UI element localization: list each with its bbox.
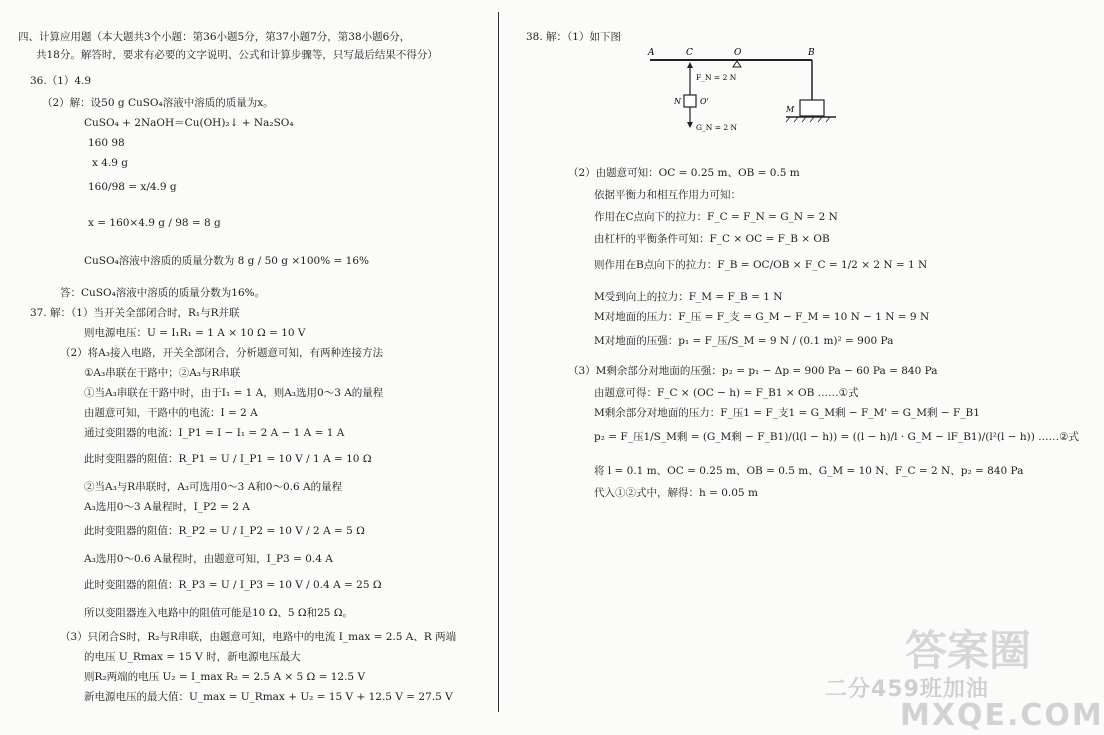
q37-part3-cont: 的电压 U_Rmax = 15 V 时，新电源电压最大 [84, 651, 301, 663]
q38-substitute: 将 l = 0.1 m、OC = 0.25 m、OB = 0.5 m、G_M = 10 N、F_C = 2 N、p₂ = 840 Pa [594, 465, 1024, 477]
q37-u2: 则R₂两端的电压 U₂ = I_max R₂ = 2.5 A × 5 Ω = 12.5 V [84, 671, 366, 683]
watermark-caption: 二分459班加油 [825, 677, 989, 702]
left-column [0, 0, 498, 735]
q38-part1: 38. 解：（1）如下图 [526, 31, 621, 43]
q36-molar-masses: 160 98 [88, 137, 125, 149]
force-fn-arrowhead [687, 62, 693, 68]
q38-fm: M受到向上的拉力：F_M = F_B = 1 N [594, 291, 783, 303]
q36-solve-x: x = 160×4.9 g / 98 = 8 g [88, 217, 221, 229]
label-gn: G_N = 2 N [696, 123, 738, 132]
q38-eq2: p₂ = F_压1/S_M剩 = (G_M剩 − F_B1)/(l(l − h)) = ((l − h)/l · G_M − lF_B1)/(l²(l − h)) ……②式 [594, 431, 1080, 443]
q37-case1: ①当A₃串联在干路中时，由于I₁ = 1 A，则A₃选用0～3 A的量程 [84, 387, 384, 399]
label-o-prime: O' [700, 97, 709, 106]
q36-answer: 答：CuSO₄溶液中溶质的质量分数为16%。 [60, 287, 266, 299]
q38-p1: M对地面的压强：p₁ = F_压/S_M = 9 N / (0.1 m)² = 900 Pa [594, 335, 894, 347]
q36-part2: （2）解：设50 g CuSO₄溶液中溶质的质量为x。 [42, 97, 274, 109]
q38-fb: 则作用在B点向下的拉力：F_B = OC/OB × F_C = 1/2 × 2 N = 1 N [594, 259, 928, 271]
section-instructions: 共18分。解答时，要求有必要的文字说明、公式和计算步骤等，只写最后结果不得分） [36, 49, 438, 61]
q37-rp1: 此时变阻器的阻值：R_P1 = U / I_P1 = 10 V / 1 A = 10 Ω [84, 453, 372, 465]
q38-part3: （3）M剩余部分对地面的压强：p₂ = p₁ − Δp = 900 Pa − 60 Pa = 840 Pa [568, 365, 938, 377]
q38-lever: 由杠杆的平衡条件可知：F_C × OC = F_B × OB [594, 233, 830, 245]
section-header: 四、计算应用题（本大题共3个小题：第36小题5分，第37小题7分，第38小题6分， [18, 31, 411, 43]
lever-diagram [640, 40, 840, 140]
q37-conclusion: 所以变阻器连入电路中的阻值可能是10 Ω、5 Ω和25 Ω。 [84, 607, 354, 619]
q38-fc: 作用在C点向下的拉力：F_C = F_N = G_N = 2 N [594, 211, 838, 223]
block-n [684, 95, 696, 107]
q37-main-current: 由题意可知，干路中的电流：I = 2 A [84, 407, 258, 419]
q37-voltage: 则电源电压：U = I₁R₁ = 1 A × 10 Ω = 10 V [84, 327, 306, 339]
q37-rheostat-current: 通过变阻器的电流：I_P1 = I − I₁ = 2 A − 1 A = 1 A [84, 427, 345, 439]
q38-remaining-force: M剩余部分对地面的压力：F_压1 = F_支1 = G_M剩 − F_M' = G_M剩 − F_B1 [594, 407, 980, 419]
q36-mass-fraction: CuSO₄溶液中溶质的质量分数为 8 g / 50 g ×100% = 16% [84, 255, 369, 267]
q38-pressure-force: M对地面的压力：F_压 = F_支 = G_M − F_M = 10 N − 1 N = 9 N [594, 311, 930, 323]
q38-eq1: 由题意可得：F_C × (OC − h) = F_B1 × OB ……①式 [594, 387, 859, 399]
q37-range-3a: A₃选用0～3 A量程时，I_P2 = 2 A [84, 501, 250, 513]
column-divider [498, 12, 499, 712]
label-a: A [648, 48, 655, 58]
q36-masses: x 4.9 g [92, 157, 129, 169]
block-m [800, 100, 824, 116]
q37-rp3: 此时变阻器的阻值：R_P3 = U / I_P3 = 10 V / 0.4 A = 25 Ω [84, 579, 382, 591]
label-b: B [808, 48, 815, 58]
label-o: O [734, 48, 742, 58]
q38-part2: （2）由题意可知：OC = 0.25 m、OB = 0.5 m [568, 167, 800, 179]
q37-rp2: 此时变阻器的阻值：R_P2 = U / I_P2 = 10 V / 2 A = 5 Ω [84, 525, 365, 537]
label-fn: F_N = 2 N [696, 73, 737, 82]
watermark-url: MXQE.COM [900, 698, 1104, 733]
q37-umax: 新电源电压的最大值：U_max = U_Rmax + U₂ = 15 V + 12.5 V = 27.5 V [84, 691, 453, 703]
q37-part1: 37. 解：（1）当开关全部闭合时，R₁与R并联 [30, 307, 240, 319]
q36-part1: 36.（1）4.9 [30, 75, 92, 87]
watermark-logo-text: 答案圈 [905, 626, 1032, 675]
fulcrum-icon [733, 61, 741, 67]
q38-principle: 依据平衡力和相互作用力可知： [594, 189, 741, 201]
q36-equation: CuSO₄ + 2NaOH＝Cu(OH)₂↓ + Na₂SO₄ [84, 117, 294, 129]
q36-ratio: 160/98 = x/4.9 g [88, 181, 177, 193]
q37-case2: ②当A₃与R串联时，A₃可选用0～3 A和0～0.6 A的量程 [84, 481, 343, 493]
q37-part3: （3）只闭合S时，R₂与R串联，由题意可知，电路中的电流 I_max = 2.5 A、R 两端 [60, 631, 457, 643]
label-n: N [674, 97, 681, 106]
q37-methods: ①A₃串联在干路中；②A₃与R串联 [84, 367, 241, 379]
force-gn-arrowhead [687, 122, 693, 128]
q37-range-06a: A₃选用0～0.6 A量程时，由题意可知，I_P3 = 0.4 A [84, 553, 333, 565]
q38-result: 代入①②式中，解得：h = 0.05 m [594, 487, 758, 499]
label-m: M [786, 105, 795, 114]
q37-part2: （2）将A₃接入电路，开关全部闭合，分析题意可知，有两种连接方法 [60, 347, 383, 359]
label-c: C [686, 48, 693, 58]
